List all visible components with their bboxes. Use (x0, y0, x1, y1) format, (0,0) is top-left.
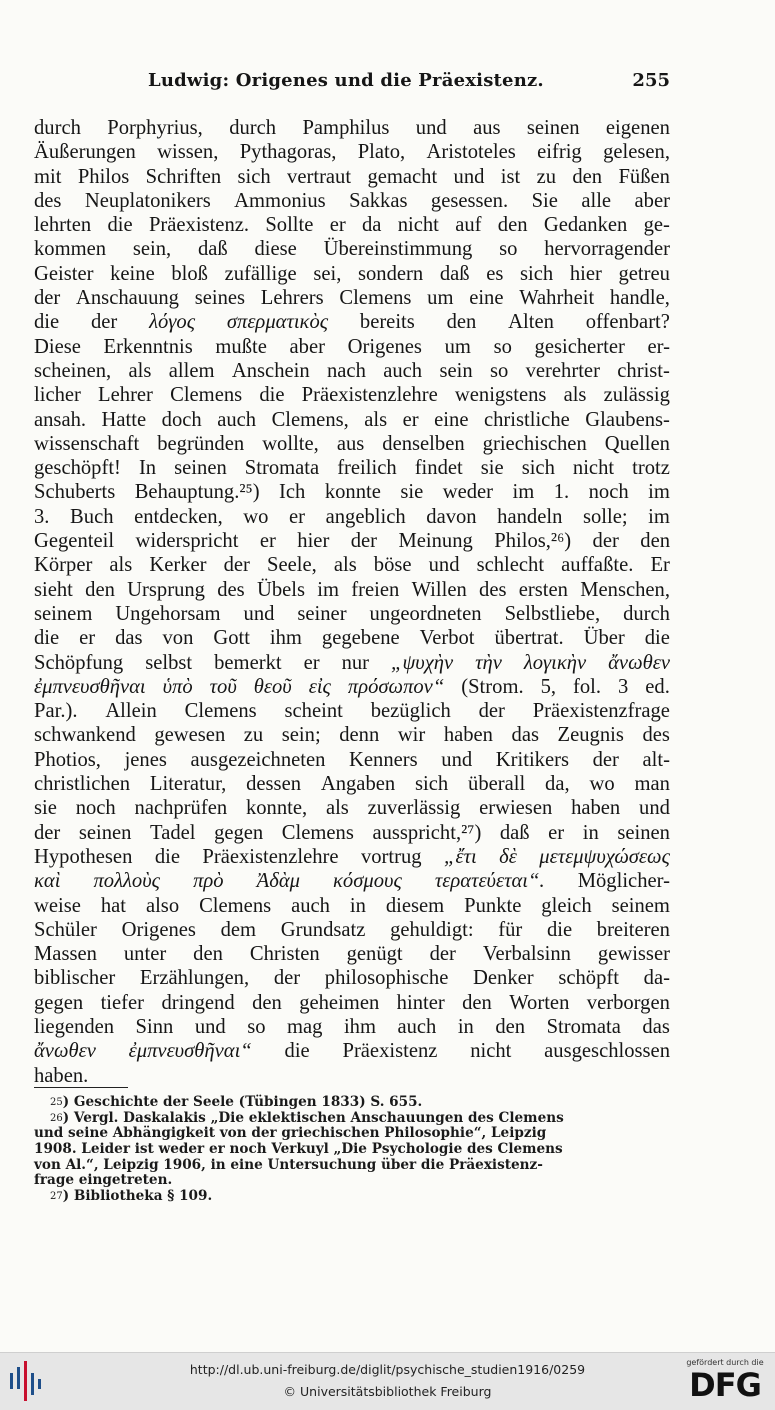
footnotes (34, 1095, 670, 1205)
footnote-27: 27 ) Bibliotheka § 109. (50, 1188, 213, 1205)
text-line: christlichen Literatur, dessen Angaben sich überall da, wo man (34, 773, 670, 796)
text-line: sie noch nachprüfen konnte, als zuverlässig erwiesen haben und (34, 797, 670, 820)
text-line: Schöpfung selbst bemerkt er nur „ψυχὴν τὴν λογικὴν ἄνωθεν (34, 651, 670, 674)
text-line: Geister keine bloß zufällige sei, sondern daß es sich hier getreu (34, 262, 670, 285)
text-line: Schüler Origenes dem Grundsatz gehuldigt: für die breiteren (34, 918, 670, 941)
text-line: lehrten die Präexistenz. Sollte er da nicht auf den Gedanken ge- (34, 214, 670, 237)
text-line: Diese Erkenntnis mußte aber Origenes um so gesicherter er- (34, 335, 670, 358)
permalink-url[interactable]: http://dl.ub.uni-freiburg.de/diglit/psychische_studien1916/0259 (189, 1362, 586, 1377)
text-line: geschöpft! In seinen Stromata freilich findet sie sich nicht trotz (34, 457, 670, 480)
footnote-text: und seine Abhängigkeit von der griechischen Philosophie“, Leipzig (34, 1125, 547, 1142)
footnote-26: 26 ) Vergl. Daskalakis „Die eklektischen Anschauungen des Clemens (50, 1109, 564, 1126)
footnote-line (34, 1142, 670, 1158)
footnote-line (34, 1158, 670, 1174)
text-line: Äußerungen wissen, Pythagoras, Plato, Aristoteles eifrig gelesen, (34, 141, 670, 164)
text-line: durch Porphyrius, durch Pamphilus und aus seinen eigenen (34, 117, 670, 139)
page-number: 255 (632, 70, 670, 91)
text-line: Schuberts Behauptung.²⁵) Ich konnte sie weder im 1. noch im (34, 481, 670, 504)
text-line: der seinen Tadel gegen Clemens ausspricht,²⁷) daß er in seinen (34, 821, 670, 844)
footnote-rule (34, 1087, 128, 1088)
text-line: liegenden Sinn und so mag ihm auch in den Stromata das (34, 1015, 670, 1038)
text-line: die der λόγος σπερματικὸς bereits den Alten offenbart? (34, 311, 670, 334)
footnote-25: 25 ) Geschichte der Seele (Tübingen 1833) S. 655. (50, 1094, 423, 1110)
footnote-line (34, 1173, 670, 1189)
text-line: Par.). Allein Clemens scheint bezüglich der Präexistenzfrage (34, 700, 670, 723)
text-line: der Anschauung seines Lehrers Clemens um eine Wahrheit handle, (34, 287, 670, 310)
footnote-text: 1908. Leider ist weder er noch Verkuyl „Die Psychologie des Clemens (34, 1141, 563, 1158)
text-line: Massen unter den Christen genügt der Verbalsinn gewisser (34, 943, 670, 966)
footnote-text: von Al.“, Leipzig 1906, in eine Untersuchung über die Präexistenz- (34, 1156, 543, 1173)
footnote-number: 26 (50, 1112, 63, 1124)
text-line: 3. Buch entdecken, wo er angeblich davon handeln solle; im (34, 505, 670, 528)
viewer-footer (0, 1352, 775, 1410)
text-line: des Neuplatonikers Ammonius Sakkas gesessen. Sie alle aber (34, 189, 670, 212)
text-line: Gegenteil widerspricht er hier der Meinung Philos,²⁶) der den (34, 530, 670, 553)
text-line: licher Lehrer Clemens die Präexistenzlehre wenigstens als zulässig (34, 384, 670, 407)
text-line: Photios, jenes ausgezeichneten Kenners und Kritikers der alt- (34, 748, 670, 771)
dfg-logo (683, 1358, 767, 1406)
footnote-text: Vergl. Daskalakis „Die eklektischen Anschauungen des Clemens (73, 1109, 564, 1126)
dfg-caption: gefördert durch die (686, 1358, 764, 1367)
footnote-text: frage eingetreten. (34, 1172, 173, 1189)
text-line: weise hat also Clemens auch in diesem Punkte gleich seinem (34, 894, 670, 917)
text-line: seinem Ungehorsam und seiner ungeordneten Selbstliebe, durch (34, 602, 670, 625)
text-line: kommen sein, daß diese Übereinstimmung so hervorragender (34, 238, 670, 261)
text-line: mit Philos Schriften sich vertraut gemacht und ist zu den Füßen (34, 165, 670, 188)
running-title: Ludwig: Origenes und die Präexistenz. (148, 70, 544, 91)
text-line: haben. (34, 1064, 89, 1087)
text-line: gegen tiefer dringend den geheimen hinter den Worten verborgen (34, 991, 670, 1014)
body-text (34, 116, 670, 1088)
text-line: Körper als Kerker der Seele, als böse und schlecht auffaßte. Er (34, 554, 670, 577)
copyright-text: © Universitätsbibliothek Freiburg (283, 1384, 492, 1399)
footnote-number: 27 (50, 1191, 63, 1203)
text-line: sieht den Ursprung des Übels im freien Willen des ersten Menschen, (34, 578, 670, 601)
footnote-text: Bibliotheka § 109. (73, 1188, 213, 1205)
dfg-logo-text: DFG (689, 1366, 761, 1404)
running-header (148, 70, 670, 98)
text-line: ἄνωθεν ἐμπνευσθῆναι“ die Präexistenz nicht ausgeschlossen (34, 1040, 670, 1063)
footnote-line (34, 1126, 670, 1142)
text-line: wissenschaft begründen wollte, aus denselben griechischen Quellen (34, 432, 670, 455)
text-line: ansah. Hatte doch auch Clemens, als er eine christliche Glaubens- (34, 408, 670, 431)
text-line: biblischer Erzählungen, der philosophische Denker schöpft da- (34, 967, 670, 990)
text-line: καὶ πολλοὺς πρὸ Ἀδὰμ κόσμους τερατεύεται“. Möglicher- (34, 870, 670, 893)
text-line: schwankend gewesen zu sein; denn wir haben das Zeugnis des (34, 724, 670, 747)
footnote-text: Geschichte der Seele (Tübingen 1833) S. 655. (73, 1094, 423, 1110)
footnote-number: 25 (50, 1097, 63, 1108)
text-line: scheinen, als allem Anschein nach auch sein so verehrter christ- (34, 359, 670, 382)
text-line: die er das von Gott ihm gegebene Verbot übertrat. Über die (34, 627, 670, 650)
text-line: ἐμπνευσθῆναι ὑπὸ τοῦ θεοῦ εἰς πρόσωπον“ (Strom. 5, fol. 3 ed. (34, 675, 670, 698)
text-line: Hypothesen die Präexistenzlehre vortrug „ἔτι δὲ μετεμψυχώσεως (34, 845, 670, 868)
